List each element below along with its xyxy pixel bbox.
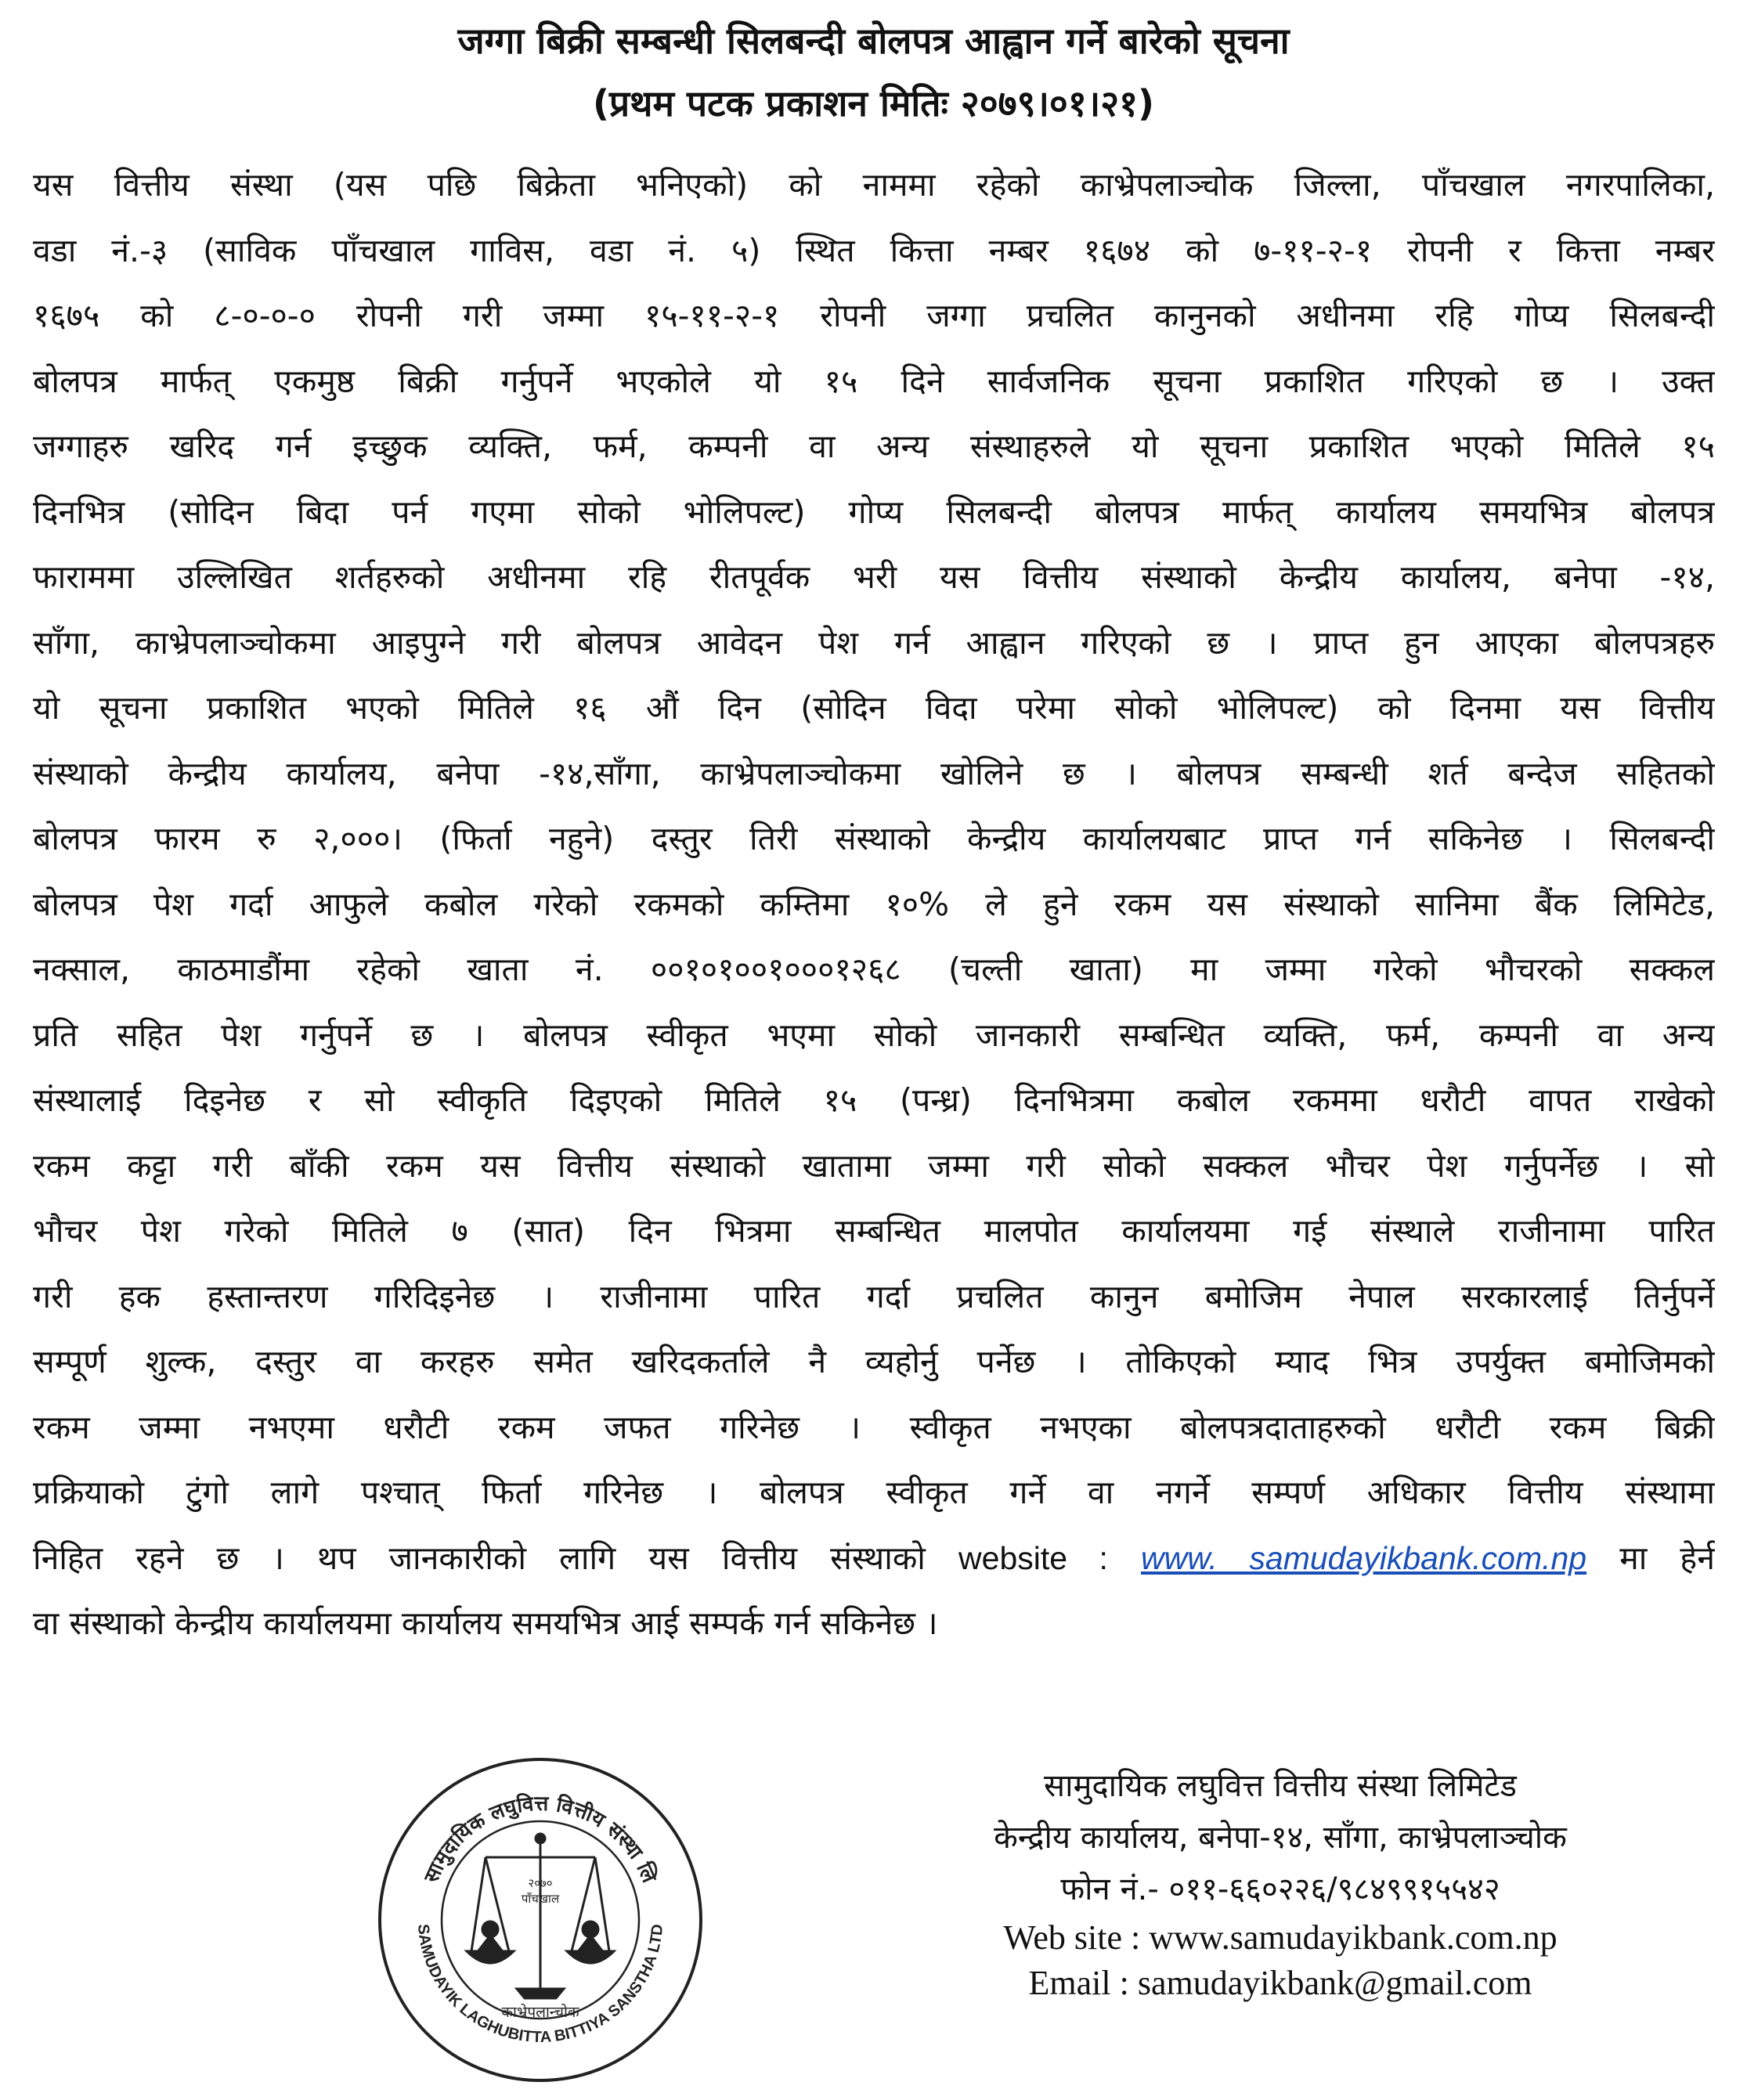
body-line: नक्साल, काठमाडौंमा रहेको खाता नं. ००१०१००१०००१२६८ (चल्ती खाता) मा जम्मा गरेको भौचरको सक्कल — [33, 951, 1715, 988]
body-line: संस्थाको केन्द्रीय कार्यालय, बनेपा -१४,साँगा, काभ्रेपलाञ्चोकमा खोलिने छ । बोलपत्र सम्बन्धी शर्त बन्देज सहितको — [33, 754, 1715, 792]
organization-seal — [374, 1754, 706, 2086]
body-line: सम्पूर्ण शुल्क, दस्तुर वा करहरु समेत खरिदकर्ताले नै व्यहोर्नु पर्नेछ । तोकिएको म्याद भित्र उपर्युक्त बमोजिमको — [33, 1343, 1715, 1380]
body-line: भौचर पेश गरेको मितिले ७ (सात) दिन भित्रमा सम्बन्धित मालपोत कार्यालयमा गई संस्थाले राजीनामा पारित — [33, 1212, 1715, 1250]
body-line: साँगा, काभ्रेपलाञ्चोकमा आइपुग्ने गरी बोलपत्र आवेदन पेश गर्न आह्वान गरिएको छ । प्राप्त हुन आएका बोलपत्रहरु — [33, 623, 1715, 662]
notice-title: जग्गा बिक्री सम्बन्धी सिलबन्दी बोलपत्र आह्वान गर्ने बारेको सूचना — [457, 20, 1290, 62]
organization-name: सामुदायिक लघुवित्त वित्तीय संस्था लिमिटेड — [1044, 1768, 1517, 1804]
signature-block — [869, 1760, 1691, 2006]
body-line: वडा नं.-३ (साविक पाँचखाल गाविस, वडा नं. ५) स्थित कित्ता नम्बर १६७४ को ७-११-२-१ रोपनी र कित्ता नम्बर — [33, 231, 1715, 269]
body-line: यस वित्तीय संस्था (यस पछि बिक्रेता भनिएको) को नाममा रहेको काभ्रेपलाञ्चोक जिल्ला, पाँचखाल नगरपालिका, — [33, 166, 1715, 204]
body-line-suffix: मा हेर्न — [1619, 1539, 1715, 1577]
balance-scale-icon — [467, 1834, 614, 1998]
website-label: website : — [958, 1539, 1108, 1576]
seal-place-top: पाँचखाल — [521, 1892, 560, 1906]
seal-year: २०७० — [528, 1876, 553, 1890]
body-line: प्रति सहित पेश गर्नुपर्ने छ । बोलपत्र स्वीकृत भएमा सोको जानकारी सम्बन्धित व्यक्ति, फर्म, कम्पनी वा अन्य — [33, 1016, 1715, 1054]
publication-date-line: (प्रथम पटक प्रकाशन मितिः २०७९।०१।२१) — [592, 82, 1155, 124]
body-line: बोलपत्र मार्फत् एकमुष्ठ बिक्री गर्नुपर्ने भएकोले यो १५ दिने सार्वजनिक सूचना प्रकाशित गरिएको छ । उक्त — [33, 362, 1715, 400]
body-line: जग्गाहरु खरिद गर्न इच्छुक व्यक्ति, फर्म, कम्पनी वा अन्य संस्थाहरुले यो सूचना प्रकाशित भएको मितिले १५ — [33, 428, 1715, 465]
body-line: यो सूचना प्रकाशित भएको मितिले १६ औं दिन (सोदिन विदा परेमा सोको भोलिपल्ट) को दिनमा यस वित्तीय — [33, 689, 1715, 727]
body-line-prefix: निहित रहने छ । थप जानकारीको लागि यस वित्तीय संस्थाको — [33, 1539, 926, 1577]
organization-website: Web site : www.samudayikbank.com.np — [1003, 1918, 1558, 1957]
body-line: रकम कट्टा गरी बाँकी रकम यस वित्तीय संस्थाको खातामा जम्मा गरी सोको सक्कल भौचर पेश गर्नुपर्नेछ । सो — [33, 1146, 1715, 1185]
body-line: संस्थालाई दिइनेछ र सो स्वीकृति दिइएको मितिले १५ (पन्ध्र) दिनभित्रमा कबोल रकममा धरौटी वापत राखेको — [33, 1081, 1715, 1119]
website-link[interactable]: www. samudayikbank.com.np — [1140, 1539, 1587, 1576]
seal-outer-text-en: SAMUDAYIK LAGHUBITTA BITTIYA SANSTHA LTD — [413, 1923, 667, 2047]
body-line: बोलपत्र पेश गर्दा आफुले कबोल गरेको रकमको कम्तिमा १०% ले हुने रकम यस संस्थाको सानिमा बैंक लिमिटेड, — [33, 885, 1715, 923]
organization-phone: फोन नं.- ०११-६६०२२६/९८४९९१५५४२ — [1060, 1871, 1500, 1907]
body-line: फाराममा उल्लिखित शर्तहरुको अधीनमा रहि रीतपूर्वक भरी यस वित्तीय संस्थाको केन्द्रीय कार्यालय, बनेपा -१४, — [33, 558, 1715, 596]
seal-graphic — [374, 1754, 706, 2086]
organization-email: Email : samudayikbank@gmail.com — [1028, 1964, 1532, 2002]
body-line: १६७५ को ८-०-०-० रोपनी गरी जम्मा १५-११-२-१ रोपनी जग्गा प्रचलित कानुनको अधीनमा रहि गोप्य सिलबन्दी — [33, 297, 1715, 334]
body-line: बोलपत्र फारम रु २,०००। (फिर्ता नहुने) दस्तुर तिरी संस्थाको केन्द्रीय कार्यालयबाट प्राप्त गर्न सकिनेछ । सिलबन्दी — [33, 820, 1715, 857]
notice-body — [33, 153, 1715, 1657]
body-line: दिनभित्र (सोदिन बिदा पर्न गएमा सोको भोलिपल्ट) गोप्य सिलबन्दी बोलपत्र मार्फत् कार्यालय समयभित्र बोलपत्र — [33, 493, 1715, 531]
body-line: रकम जम्मा नभएमा धरौटी रकम जफत गरिनेछ । स्वीकृत नभएका बोलपत्रदाताहरुको धरौटी रकम बिक्री — [33, 1408, 1715, 1446]
body-line: गरी हक हस्तान्तरण गरिदिइनेछ । राजीनामा पारित गर्दा प्रचलित कानुन बमोजिम नेपाल सरकारलाई तिर्नुपर्ने — [33, 1277, 1715, 1315]
body-line-final: वा संस्थाको केन्द्रीय कार्यालयमा कार्यालय समयभित्र आई सम्पर्क गर्न सकिनेछ । — [33, 1604, 938, 1642]
organization-address: केन्द्रीय कार्यालय, बनेपा-१४, साँगा, काभ्रेपलाञ्चोक — [994, 1820, 1567, 1856]
body-line: प्रक्रियाको टुंगो लागे पश्चात् फिर्ता गरिनेछ । बोलपत्र स्वीकृत गर्ने वा नगर्ने सम्पर्ण अधिकार वित्तीय संस्थामा — [33, 1474, 1715, 1511]
seal-place-bottom: काभ्रेपलान्चोक — [501, 2004, 579, 2021]
seal-outer-text-np: सामुदायिक लघुवित्त वित्तीय संस्था लि — [420, 1791, 661, 1886]
body-line-website — [33, 1526, 1715, 1592]
